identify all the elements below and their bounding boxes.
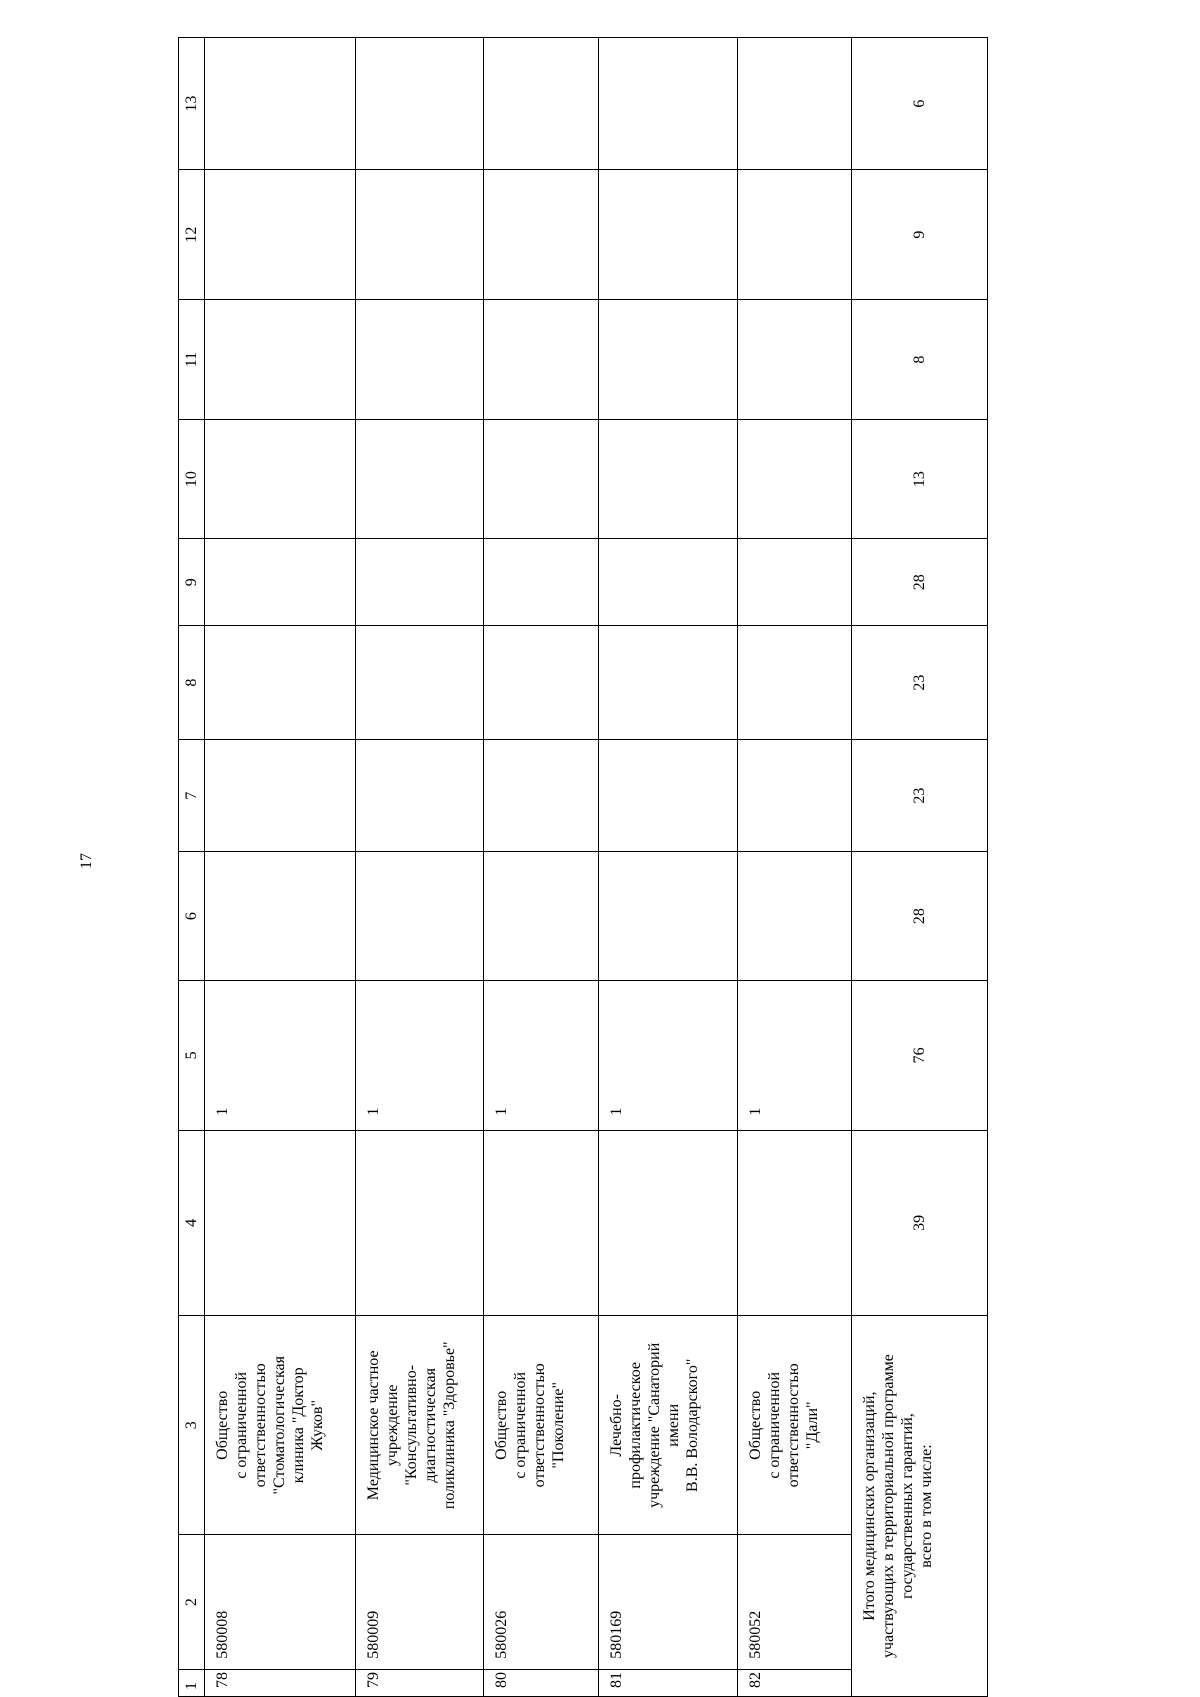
table-cell bbox=[484, 170, 599, 300]
table-cell bbox=[355, 539, 484, 626]
table-cell bbox=[205, 539, 356, 626]
column-header: 8 bbox=[179, 626, 205, 740]
total-value: 28 bbox=[852, 852, 988, 981]
table-cell bbox=[355, 38, 484, 170]
row-number: 82 bbox=[737, 1669, 852, 1696]
column-header: 7 bbox=[179, 739, 205, 851]
table-cell: 1 bbox=[355, 981, 484, 1131]
org-name-line: Общество bbox=[214, 1390, 232, 1460]
table-row bbox=[205, 38, 356, 1697]
org-name-line: Общество bbox=[746, 1390, 764, 1460]
page-number: 17 bbox=[78, 853, 95, 869]
table-cell bbox=[737, 539, 852, 626]
org-name-line: "Стоматологическая bbox=[271, 1356, 289, 1495]
table-cell bbox=[599, 1130, 738, 1316]
org-code: 580008 bbox=[205, 1535, 356, 1669]
table-cell bbox=[355, 300, 484, 420]
table-cell bbox=[205, 1130, 356, 1316]
total-value: 23 bbox=[852, 626, 988, 740]
total-value: 23 bbox=[852, 739, 988, 851]
column-header: 13 bbox=[179, 38, 205, 170]
org-name-line: ответственностью bbox=[784, 1363, 802, 1488]
column-header-row bbox=[179, 38, 205, 1697]
total-label-line: участвующих в территориальной программе bbox=[880, 1354, 898, 1658]
org-code: 580052 bbox=[737, 1535, 852, 1669]
table-cell bbox=[205, 739, 356, 851]
table-cell bbox=[599, 170, 738, 300]
table-cell bbox=[205, 852, 356, 981]
table-cell bbox=[599, 38, 738, 170]
table-cell bbox=[737, 852, 852, 981]
org-code: 580026 bbox=[484, 1535, 599, 1669]
table-cell bbox=[599, 420, 738, 539]
row-number: 79 bbox=[355, 1669, 484, 1696]
column-header: 2 bbox=[179, 1535, 205, 1669]
table-cell bbox=[484, 420, 599, 539]
table-cell bbox=[599, 739, 738, 851]
org-name bbox=[737, 1316, 852, 1535]
table-cell bbox=[355, 852, 484, 981]
total-label-line: Итого медицинских организаций, bbox=[861, 1391, 879, 1621]
table-cell bbox=[355, 420, 484, 539]
org-code: 580169 bbox=[599, 1535, 738, 1669]
table-cell bbox=[484, 1130, 599, 1316]
org-code: 580009 bbox=[355, 1535, 484, 1669]
table-cell bbox=[737, 420, 852, 539]
org-name-line: "Поколение" bbox=[550, 1381, 568, 1469]
table-cell bbox=[355, 626, 484, 740]
table-cell bbox=[205, 38, 356, 170]
table-cell bbox=[737, 38, 852, 170]
column-header: 3 bbox=[179, 1316, 205, 1535]
total-value: 28 bbox=[852, 539, 988, 626]
table-cell bbox=[205, 170, 356, 300]
column-header: 10 bbox=[179, 420, 205, 539]
table-cell bbox=[355, 170, 484, 300]
org-name bbox=[205, 1316, 356, 1535]
table-cell bbox=[484, 539, 599, 626]
table-cell bbox=[484, 626, 599, 740]
org-name-line: клиника "Доктор bbox=[290, 1367, 308, 1484]
table-cell bbox=[205, 420, 356, 539]
total-label bbox=[852, 1316, 988, 1697]
org-name-line: имени bbox=[665, 1403, 683, 1447]
org-name-line: В.В. Володарского" bbox=[684, 1358, 702, 1492]
table-cell bbox=[737, 170, 852, 300]
org-name-line: учреждение bbox=[383, 1384, 401, 1467]
org-name-line: "Консультативно- bbox=[402, 1364, 420, 1486]
table-cell bbox=[484, 38, 599, 170]
table-cell bbox=[355, 739, 484, 851]
table-cell bbox=[599, 626, 738, 740]
org-name-line: учреждение "Санаторий bbox=[646, 1342, 664, 1508]
total-row bbox=[852, 38, 988, 1697]
org-name bbox=[484, 1316, 599, 1535]
row-number: 81 bbox=[599, 1669, 738, 1696]
total-value: 13 bbox=[852, 420, 988, 539]
org-name-line: ответственностью bbox=[531, 1363, 549, 1488]
table-cell bbox=[737, 626, 852, 740]
column-header: 6 bbox=[179, 852, 205, 981]
org-name-line: с ограниченной bbox=[233, 1371, 251, 1479]
table-row bbox=[599, 38, 738, 1697]
table-cell bbox=[737, 300, 852, 420]
org-name-line: с ограниченной bbox=[512, 1371, 530, 1479]
org-name-line: диагностическая bbox=[421, 1367, 439, 1483]
org-name-line: Общество bbox=[493, 1390, 511, 1460]
table-cell: 1 bbox=[599, 981, 738, 1131]
table-cell bbox=[355, 1130, 484, 1316]
column-header: 1 bbox=[179, 1669, 205, 1696]
table-cell bbox=[737, 1130, 852, 1316]
column-header: 11 bbox=[179, 300, 205, 420]
table-cell: 1 bbox=[484, 981, 599, 1131]
table-cell bbox=[599, 539, 738, 626]
registry-table-container bbox=[178, 37, 988, 1697]
org-name bbox=[599, 1316, 738, 1535]
row-number: 80 bbox=[484, 1669, 599, 1696]
org-name-line: ответственностью bbox=[252, 1363, 270, 1488]
table-cell bbox=[599, 300, 738, 420]
total-value: 9 bbox=[852, 170, 988, 300]
row-number: 78 bbox=[205, 1669, 356, 1696]
column-header: 5 bbox=[179, 981, 205, 1131]
table-row bbox=[737, 38, 852, 1697]
registry-table bbox=[178, 37, 988, 1697]
table-row bbox=[355, 38, 484, 1697]
column-header: 12 bbox=[179, 170, 205, 300]
total-value: 8 bbox=[852, 300, 988, 420]
total-label-line: государственных гарантий, bbox=[899, 1413, 917, 1599]
table-cell bbox=[484, 739, 599, 851]
org-name-line: Лечебно- bbox=[608, 1393, 626, 1457]
org-name bbox=[355, 1316, 484, 1535]
total-value: 6 bbox=[852, 38, 988, 170]
org-name-line: профилактическое bbox=[627, 1362, 645, 1489]
table-cell bbox=[205, 626, 356, 740]
table-row bbox=[484, 38, 599, 1697]
column-header: 9 bbox=[179, 539, 205, 626]
column-header: 4 bbox=[179, 1130, 205, 1316]
table-cell bbox=[205, 300, 356, 420]
table-cell: 1 bbox=[737, 981, 852, 1131]
org-name-line: "Дали" bbox=[803, 1401, 821, 1450]
table-cell bbox=[599, 852, 738, 981]
total-value: 39 bbox=[852, 1130, 988, 1316]
org-name-line: поликлиника "Здоровье" bbox=[440, 1341, 458, 1510]
total-label-line: всего в том числе: bbox=[918, 1444, 936, 1568]
table-cell bbox=[484, 300, 599, 420]
total-value: 76 bbox=[852, 981, 988, 1131]
org-name-line: с ограниченной bbox=[765, 1371, 783, 1479]
table-cell bbox=[484, 852, 599, 981]
table-cell: 1 bbox=[205, 981, 356, 1131]
org-name-line: Медицинское частное bbox=[364, 1350, 382, 1501]
table-cell bbox=[737, 739, 852, 851]
org-name-line: Жуков" bbox=[309, 1400, 327, 1451]
